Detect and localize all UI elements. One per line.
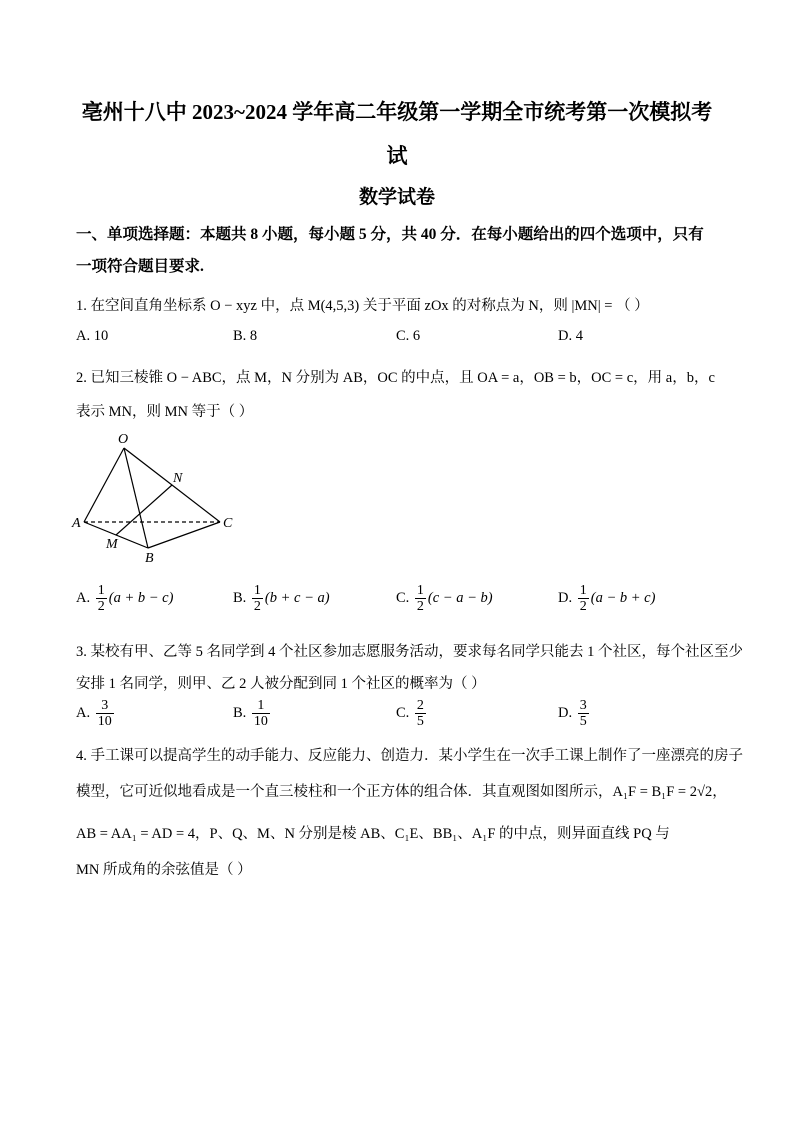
label-A: A [72, 516, 81, 531]
question-2-line1: 2. 已知三棱锥 O − ABC，点 M，N 分别为 AB，OC 的中点，且 OA = a，OB = b，OC = c，用 a，b，c [76, 370, 715, 386]
q3-option-b: B. $\frac{1}{10}$ [233, 698, 268, 730]
page-title-line2: 试 [386, 144, 408, 168]
q2-option-b: B. $\frac{1}{2}$ (b + c − a) [233, 583, 330, 615]
label-N: N [173, 471, 183, 486]
q1-option-a: A. 10 [76, 328, 109, 344]
q1-option-d: D. 4 [558, 328, 583, 344]
q3-option-a: A. $\frac{3}{10}$ [76, 698, 112, 730]
question-4-line4: MN 所成角的余弦值是（ ） [76, 862, 252, 878]
page-subtitle: 数学试卷 [358, 187, 435, 208]
question-4-line2: 模型，它可近似地看成是一个直三棱柱和一个正方体的组合体．其直观图如图所示，A₁F = B₁F = 2√2， [76, 784, 727, 800]
question-4-line1: 4. 手工课可以提高学生的动手能力、反应能力、创造力．某小学生在一次手工课上制作了一座漂亮的房子 [76, 748, 743, 764]
label-C: C [223, 516, 233, 531]
q2-option-d: D. $\frac{1}{2}$ (a − b + c) [558, 583, 656, 615]
question-3-line1: 3. 某校有甲、乙等 5 名同学到 4 个社区参加志愿服务活动，要求每名同学只能去 1 个社区，每个社区至少 [76, 644, 743, 660]
page-title-line1: 亳州十八中 2023~2024 学年高二年级第一学期全市统考第一次模拟考 [81, 100, 713, 124]
label-B: B [145, 551, 154, 566]
q1-option-c: C. 6 [396, 328, 421, 344]
label-M: M [106, 537, 118, 552]
q2-option-c: C. $\frac{1}{2}$ (c − a − b) [396, 583, 493, 615]
q2-option-a: A. $\frac{1}{2}$ (a + b − c) [76, 583, 174, 615]
question-4-line3: AB = AA₁ = AD = 4，P、Q、M、N 分别是棱 AB、C₁E、BB₁、A₁F 的中点，则异面直线 PQ 与 [76, 826, 670, 842]
tetrahedron-figure [68, 428, 248, 568]
label-O: O [118, 432, 129, 447]
question-2-line2: 表示 MN，则 MN 等于（ ） [76, 404, 254, 420]
question-1-text: 1. 在空间直角坐标系 O − xyz 中，点 M(4,5,3) 关于平面 zOx 的对称点为 N，则 |MN| = （ ） [76, 298, 649, 314]
section-heading-line2: 一项符合题目要求. [76, 258, 204, 275]
q3-option-c: C. $\frac{2}{5}$ [396, 698, 424, 730]
q3-option-d: D. $\frac{3}{5}$ [558, 698, 587, 730]
question-3-line2: 安排 1 名同学，则甲、乙 2 人被分配到同 1 个社区的概率为（ ） [76, 676, 486, 692]
q1-option-b: B. 8 [233, 328, 258, 344]
section-heading-line1: 一、单项选择题：本题共 8 小题，每小题 5 分，共 40 分．在每小题给出的四个选项中，只有 [76, 226, 704, 243]
